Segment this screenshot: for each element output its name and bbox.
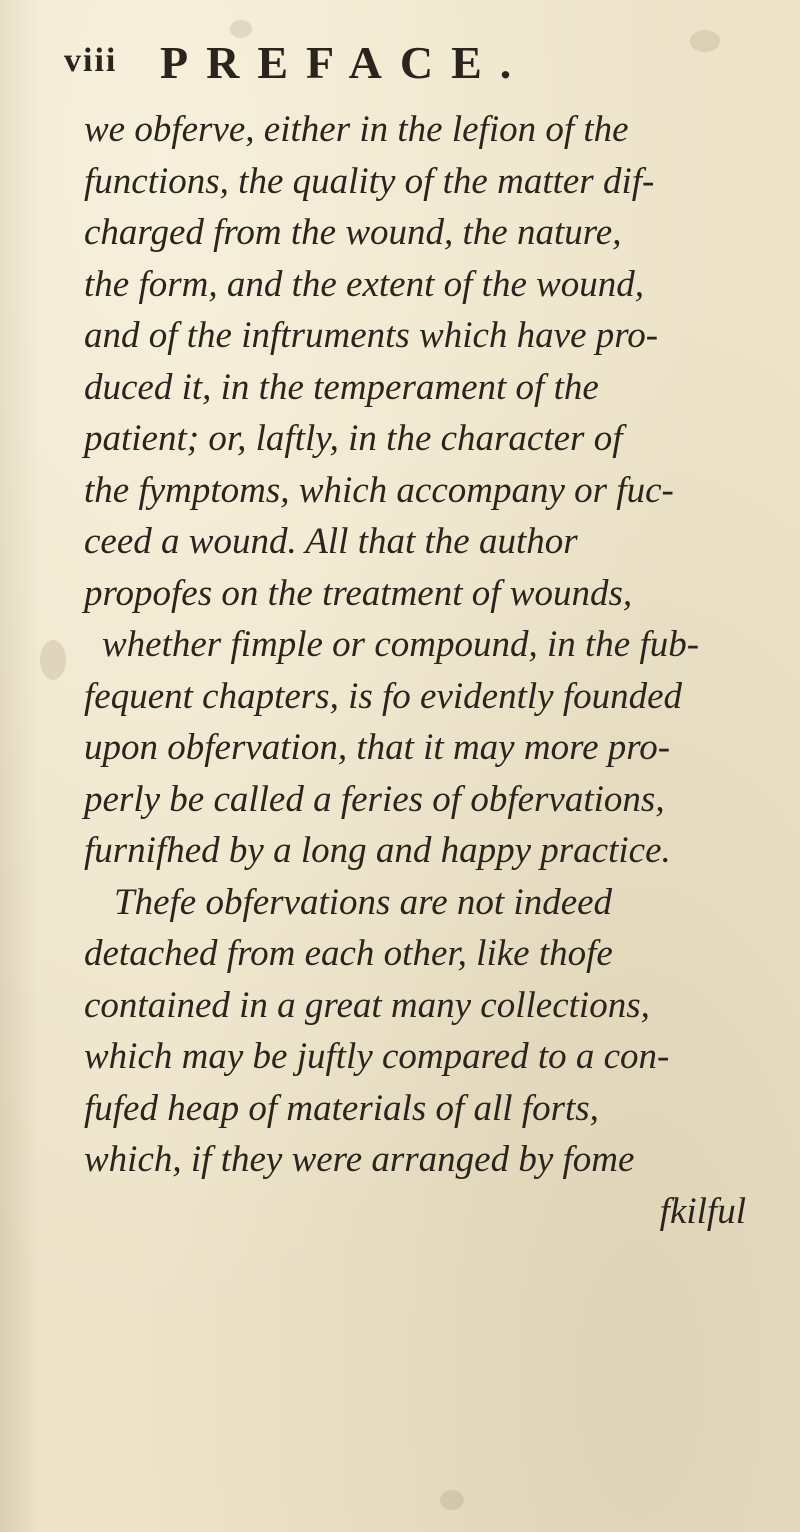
text-line: the form, and the extent of the wound, bbox=[84, 263, 645, 305]
page-header bbox=[64, 36, 744, 96]
text-line: duced it, in the temperament of the bbox=[84, 366, 599, 408]
catchword: fkilful bbox=[659, 1190, 746, 1232]
text-line: functions, the quality of the matter dif- bbox=[84, 160, 655, 202]
text-line: Thefe obfervations are not indeed bbox=[114, 881, 613, 923]
text-line: charged from the wound, the nature, bbox=[84, 212, 622, 253]
text-line: and of the inftruments which have pro- bbox=[84, 315, 659, 356]
page-number: viii bbox=[64, 42, 118, 79]
text-line: contained in a great many collections, bbox=[84, 984, 650, 1026]
text-line: whether fimple or compound, in the fub- bbox=[102, 624, 700, 665]
text-line: furnifhed by a long and happy practice. bbox=[84, 830, 671, 871]
text-line: detached from each other, like thofe bbox=[84, 933, 613, 974]
text-line: which, if they were arranged by fome bbox=[84, 1139, 635, 1180]
text-line: fufed heap of materials of all forts, bbox=[84, 1087, 599, 1129]
text-line: perly be called a feries of obfervations, bbox=[84, 778, 665, 820]
text-line: upon obfervation, that it may more pro- bbox=[84, 727, 671, 768]
text-line: we obferve, either in the lefion of the bbox=[84, 109, 629, 150]
text-line: which may be juftly compared to a con- bbox=[84, 1036, 670, 1077]
text-line: ceed a wound. All that the author bbox=[84, 521, 578, 562]
text-line: propofes on the treatment of wounds, bbox=[84, 572, 633, 614]
running-head: PREFACE. bbox=[160, 37, 530, 88]
text-line: patient; or, laftly, in the character of bbox=[84, 418, 623, 459]
foxing-spot bbox=[40, 640, 66, 680]
foxing-spot bbox=[440, 1490, 464, 1510]
text-line: fequent chapters, is fo evidently founded bbox=[84, 675, 683, 717]
body-text bbox=[84, 104, 764, 1237]
text-line: the fymptoms, which accompany or fuc- bbox=[84, 469, 674, 511]
